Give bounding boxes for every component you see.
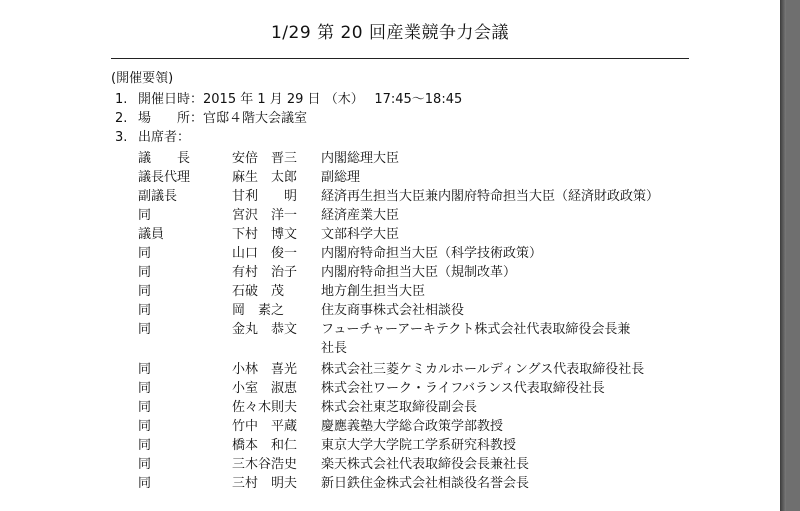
attendee-title: フューチャーアーキテクト株式会社代表取締役会長兼 (321, 322, 631, 337)
attendee-row (0, 380, 780, 399)
attendee-role: 議 長 (138, 151, 191, 166)
attendee-name: 麻生 太郎 (232, 170, 298, 185)
attendee-title: 株式会社三菱ケミカルホールディングス代表取締役社長 (321, 362, 645, 377)
attendee-name: 有村 治子 (232, 265, 298, 280)
attendee-row (0, 226, 780, 245)
attendee-row (0, 150, 780, 169)
attendee-name: 岡 素之 (232, 303, 285, 318)
attendee-name: 竹中 平蔵 (232, 419, 298, 434)
attendee-title: 株式会社東芝取締役副会長 (321, 400, 478, 415)
attendee-name: 小林 喜光 (232, 362, 298, 377)
attendee-row (0, 283, 780, 302)
attendee-name: 金丸 恭文 (232, 322, 298, 337)
item-number: 2. (115, 111, 128, 126)
attendee-title: 経済産業大臣 (321, 208, 400, 223)
attendee-name: 佐々木則夫 (232, 400, 298, 415)
attendee-name: 小室 淑恵 (232, 381, 298, 396)
attendee-row (0, 361, 780, 380)
title-underline (111, 58, 689, 59)
attendee-role: 同 (138, 400, 152, 415)
attendee-role: 同 (138, 381, 152, 396)
attendee-name: 下村 博文 (232, 227, 298, 242)
attendee-title-continuation: 社長 (321, 341, 348, 356)
attendee-role: 同 (138, 419, 152, 434)
attendee-name: 三村 明夫 (232, 476, 298, 491)
attendee-role: 同 (138, 476, 152, 491)
attendee-title: 楽天株式会社代表取締役会長兼社長 (321, 457, 530, 472)
attendee-role: 議長代理 (138, 170, 191, 185)
attendee-row (0, 475, 780, 494)
attendee-role: 同 (138, 265, 152, 280)
item-number: 3. (115, 130, 128, 145)
attendee-name: 安倍 晋三 (232, 151, 298, 166)
attendee-title: 内閣府特命担当大臣（科学技術政策） (321, 246, 543, 261)
attendee-row (0, 264, 780, 283)
attendees-heading: 出席者： (138, 130, 191, 145)
attendee-role: 同 (138, 208, 152, 223)
page-shadow (780, 0, 786, 511)
attendee-role: 同 (138, 362, 152, 377)
attendee-role: 同 (138, 284, 152, 299)
section-heading: (開催要領) (111, 71, 174, 86)
attendee-row (0, 302, 780, 321)
attendee-row-continuation (0, 340, 780, 359)
attendee-name: 山口 俊一 (232, 246, 298, 261)
attendee-name: 橋本 和仁 (232, 438, 298, 453)
meeting-datetime: 開催日時：2015 年 1 月 29 日 （木） 17:45～18:45 (138, 92, 463, 107)
attendee-name: 石破 茂 (232, 284, 285, 299)
attendee-role: 同 (138, 303, 152, 318)
item-number: 1. (115, 92, 128, 107)
attendee-title: 経済再生担当大臣兼内閣府特命担当大臣（経済財政政策） (321, 189, 660, 204)
attendee-name: 宮沢 洋一 (232, 208, 298, 223)
attendee-role: 同 (138, 322, 152, 337)
attendee-row (0, 245, 780, 264)
attendee-row (0, 169, 780, 188)
attendee-row (0, 456, 780, 475)
attendee-row (0, 399, 780, 418)
attendee-row (0, 188, 780, 207)
attendee-row (0, 418, 780, 437)
meeting-location: 場 所：官邸４階大会議室 (138, 111, 308, 126)
attendee-title: 副総理 (321, 170, 361, 185)
attendee-role: 副議長 (138, 189, 178, 204)
attendee-title: 東京大学大学院工学系研究科教授 (321, 438, 517, 453)
attendee-title: 新日鉄住金株式会社相談役名誉会長 (321, 476, 530, 491)
attendee-name: 三木谷浩史 (232, 457, 298, 472)
attendee-row (0, 321, 780, 340)
attendee-title: 地方創生担当大臣 (321, 284, 426, 299)
document-title: 1/29 第 20 回産業競争力会議 (270, 23, 510, 43)
attendee-role: 同 (138, 457, 152, 472)
attendee-row (0, 437, 780, 456)
attendee-name: 甘利 明 (232, 189, 298, 204)
attendee-title: 文部科学大臣 (321, 227, 400, 242)
attendee-title: 内閣府特命担当大臣（規制改革） (321, 265, 517, 280)
attendee-title: 株式会社ワーク・ライフバランス代表取締役社長 (321, 381, 605, 396)
attendee-title: 慶應義塾大学総合政策学部教授 (321, 419, 504, 434)
attendee-row (0, 207, 780, 226)
attendee-title: 内閣総理大臣 (321, 151, 400, 166)
attendee-role: 議員 (138, 227, 165, 242)
attendee-role: 同 (138, 246, 152, 261)
attendee-title: 住友商事株式会社相談役 (321, 303, 465, 318)
attendee-role: 同 (138, 438, 152, 453)
